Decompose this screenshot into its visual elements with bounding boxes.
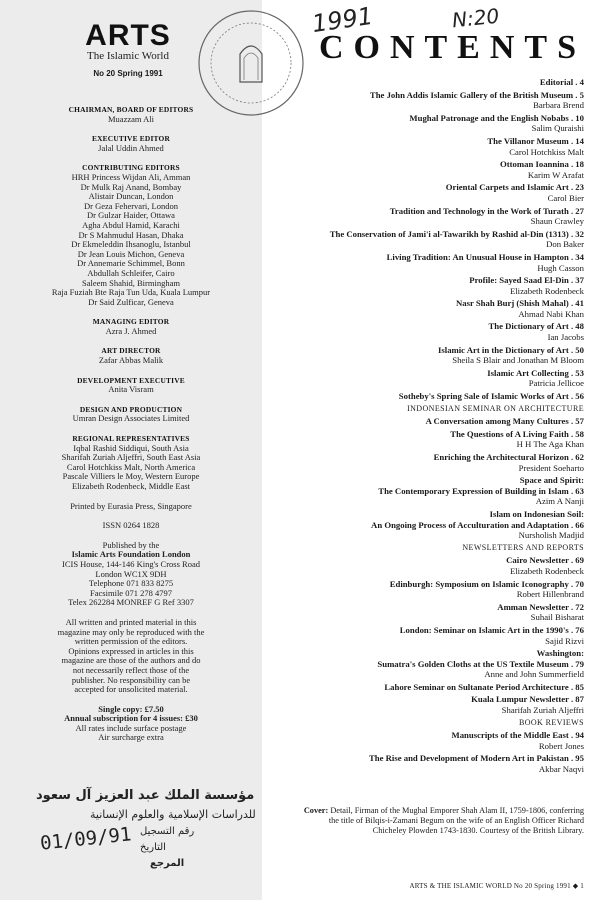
single-copy-price: Single copy: £7.50	[98, 703, 164, 714]
toc-title: Sotheby's Spring Sale of Islamic Works of Art . 56	[398, 391, 584, 402]
handwritten-year: 1991	[310, 1, 375, 39]
stamp-line-3: رقم التسجيل	[140, 826, 195, 837]
cover-line: Chicheley Plowden 1743-1830. Courtesy of the British Library.	[372, 826, 584, 835]
toc-title: Nasr Shah Burj (Shish Mahal) . 41	[455, 298, 584, 309]
stamp-line-5: المرجع	[150, 858, 185, 869]
toc-title: A Conversation among Many Cultures . 57	[425, 416, 584, 427]
notice-line: Opinions expressed in articles in this	[68, 645, 194, 656]
toc-entry	[240, 206, 584, 229]
toc-title: Living Tradition: An Unusual House in Hampton . 34	[386, 251, 584, 262]
notice-line: magazine are those of the authors and do	[61, 655, 201, 666]
credit-name: Azra J. Ahmed	[105, 325, 157, 336]
toc-author: Ian Jacobs	[547, 332, 584, 343]
notice-line: not necessarily reflect those of the	[72, 664, 190, 675]
toc-title: The Questions of A Living Faith . 58	[450, 428, 584, 439]
toc-title: Lahore Seminar on Sultanate Period Architecture . 85	[384, 681, 584, 692]
credit-heading: MANAGING EDITOR	[92, 317, 170, 327]
toc-title: Mughal Patronage and the English Nobabs . 10	[409, 112, 584, 123]
toc-entry	[240, 579, 584, 602]
credit-name: Jalal Uddin Ahmed	[98, 142, 164, 153]
notice-line: All written and printed material in this	[65, 616, 197, 627]
publisher-name: Islamic Arts Foundation London	[71, 549, 191, 560]
toc-title: London: Seminar on Islamic Art in the 1990's . 76	[399, 624, 584, 635]
toc-author: Salim Quraishi	[531, 123, 584, 134]
toc-title: Sumatra's Golden Cloths at the US Textile Museum . 79	[377, 658, 584, 669]
toc-entry	[240, 452, 584, 475]
toc-title: The John Addis Islamic Gallery of the British Museum . 5	[369, 89, 584, 100]
toc-entry	[240, 648, 584, 682]
toc-entry	[240, 625, 584, 648]
toc-author: President Soeharto	[518, 462, 584, 473]
printer-line: Printed by Eurasia Press, Singapore	[70, 500, 192, 511]
toc-entry	[240, 429, 584, 452]
credit-groups	[0, 105, 262, 492]
toc-author: H H The Aga Khan	[516, 439, 584, 450]
toc-entry	[240, 229, 584, 252]
toc-author: Akbar Naqvi	[538, 764, 584, 775]
toc-entry	[240, 391, 584, 404]
credit-name: Iqbal Rashid Siddiqui, South Asia	[73, 442, 189, 453]
cover-line: the title of Bilqis-i-Zamani Begum on the wife of an English Officer Richard	[328, 816, 584, 825]
toc-author: Suhail Bisharat	[530, 612, 584, 623]
toc-entry	[240, 368, 584, 391]
magazine-title: ARTS	[85, 19, 171, 52]
toc-entry	[240, 136, 584, 159]
credit-heading: EXECUTIVE EDITOR	[91, 134, 170, 144]
toc-author: Sharifah Zuriah Aljeffri	[501, 705, 584, 716]
cover-caption	[244, 806, 584, 836]
credit-name: Dr S Mahmudul Hasan, Dhaka	[78, 229, 184, 240]
toc-title: Washington:	[536, 648, 584, 659]
credit-name: Dr Said Zulficar, Geneva	[88, 296, 174, 307]
rates-line: Air surcharge extra	[98, 732, 164, 743]
toc-author: Shaun Crawley	[530, 216, 584, 227]
credit-name: Muazzam Ali	[107, 113, 155, 124]
toc-entry	[240, 113, 584, 136]
toc-author: Anne and John Summerfield	[484, 669, 584, 680]
toc-title: Ottoman Ioannina . 18	[500, 159, 584, 170]
table-of-contents	[240, 77, 584, 777]
cover-description	[329, 806, 584, 835]
toc-title: Islamic Art in the Dictionary of Art . 50	[438, 344, 584, 355]
toc-entry	[240, 90, 584, 113]
toc-entry	[240, 345, 584, 368]
toc-author: Barbara Brend	[533, 100, 584, 111]
toc-title: Islam on Indonesian Soil:	[489, 508, 584, 519]
credits-block	[0, 95, 262, 743]
stamp-line-2: للدراسات الإسلامية والعلوم الإنسانية	[90, 808, 256, 821]
credit-name: Dr Jean Louis Michon, Geneva	[77, 248, 185, 259]
toc-title: Space and Spirit:	[519, 475, 584, 486]
toc-entry	[240, 321, 584, 344]
issue-number: No 20 Spring 1991	[93, 69, 163, 78]
notice-line: publisher. No responsibility can be	[71, 674, 191, 685]
address-line: Telephone 071 833 8275	[88, 578, 174, 589]
issn-line: ISSN 0264 1828	[102, 520, 160, 531]
toc-entry	[240, 753, 584, 776]
stamp-date: 01/09/91	[39, 823, 133, 855]
toc-title: Edinburgh: Symposium on Islamic Iconography . 70	[389, 578, 584, 589]
toc-entry	[240, 555, 584, 578]
notice-line: accepted for unsolicited material.	[74, 684, 188, 695]
toc-title: Profile: Sayed Saad El-Din . 37	[469, 275, 584, 286]
credit-name: HRH Princess Wijdan Ali, Amman	[71, 171, 191, 182]
toc-title: Cairo Newsletter . 69	[506, 555, 584, 566]
toc-title: The Rise and Development of Modern Art in Pakistan . 95	[368, 753, 584, 764]
publisher-address	[0, 560, 262, 608]
address-line: ICIS House, 144-146 King's Cross Road	[61, 558, 200, 569]
toc-entry	[240, 509, 584, 543]
credit-name: Dr Ekmeleddin Ihsanoglu, Istanbul	[71, 239, 191, 250]
toc-gap	[240, 775, 584, 777]
toc-author: Elizabeth Rodenbeck	[509, 565, 584, 576]
rates-note	[0, 724, 262, 743]
toc-title: The Villanor Museum . 14	[487, 135, 584, 146]
credit-heading: DEVELOPMENT EXECUTIVE	[77, 375, 185, 385]
toc-entry	[240, 275, 584, 298]
toc-author: Don Baker	[546, 239, 584, 250]
toc-entry	[240, 475, 584, 509]
address-line: London WC1X 9DH	[95, 568, 167, 579]
credit-name: Agha Abdul Hamid, Karachi	[82, 219, 180, 230]
toc-title: The Dictionary of Art . 48	[488, 321, 584, 332]
credit-heading: CONTRIBUTING EDITORS	[82, 163, 180, 173]
credit-name: Anita Visram	[108, 384, 154, 395]
toc-title: An Ongoing Process of Acculturation and Adaptation . 66	[371, 519, 584, 530]
toc-author: Hugh Casson	[537, 262, 584, 273]
toc-entry	[240, 416, 584, 429]
annual-subscription-price: Annual subscription for 4 issues: £30	[64, 713, 198, 724]
toc-author: Elizabeth Rodenbeck	[509, 285, 584, 296]
toc-title: The Conservation of Jami'i al-Tawarikh by Rashid al-Din (1313) . 32	[329, 228, 584, 239]
credit-heading: REGIONAL REPRESENTATIVES	[72, 434, 190, 444]
credit-name: Sharifah Zuriah Aljeffri, South East Asia	[61, 452, 201, 463]
toc-entry	[240, 602, 584, 625]
credit-name: Elizabeth Rodenbeck, Middle East	[71, 481, 191, 491]
toc-author: Sheila S Blair and Jonathan M Bloom	[452, 355, 584, 366]
toc-author: Sajid Rizvi	[545, 635, 584, 646]
toc-entry	[240, 182, 584, 205]
library-stamp	[30, 786, 256, 870]
address-line: Telex 262284 MONREF G Ref 3307	[68, 597, 194, 608]
stamp-line-1: مؤسسة الملك عبد العزيز آل سعود	[36, 788, 255, 803]
credit-name: Dr Mulk Raj Anand, Bombay	[80, 181, 182, 192]
toc-section-heading: BOOK REVIEWS	[518, 717, 584, 727]
magazine-subtitle: The Islamic World	[86, 50, 169, 62]
toc-entry	[240, 694, 584, 717]
toc-author: Robert Hillenbrand	[516, 589, 584, 600]
credit-name: Carol Hotchkiss Malt, North America	[66, 461, 196, 472]
toc-author: Ahmad Nabi Khan	[518, 308, 584, 319]
credit-name: Raja Fuziah Bte Raja Tun Uda, Kuala Lumpur	[51, 287, 211, 298]
credit-name: Zafar Abbas Malik	[98, 355, 164, 366]
toc-title: Enriching the Architectural Horizon . 62	[433, 452, 584, 462]
credit-name: Dr Gulzar Haider, Ottawa	[87, 210, 175, 221]
toc-entry	[240, 718, 584, 731]
toc-entry	[240, 298, 584, 321]
notice-line: written permission of the editors.	[74, 636, 188, 647]
toc-author: Azim A Nanji	[535, 496, 584, 507]
credit-name: Umran Design Associates Limited	[72, 413, 190, 424]
toc-title: Amman Newsletter . 72	[497, 601, 584, 612]
credit-heading: ART DIRECTOR	[101, 346, 161, 356]
handwritten-number: N:20	[450, 3, 501, 33]
credit-name: Dr Annemarie Schimmel, Bonn	[77, 258, 185, 269]
copyright-notice	[0, 618, 262, 695]
toc-title: Tradition and Technology in the Work of Turath . 27	[389, 205, 584, 216]
credit-name: Abdullah Schleifer, Cairo	[87, 267, 175, 278]
address-line: Facsimile 071 278 4797	[90, 587, 172, 598]
toc-entry	[240, 77, 584, 90]
credit-name: Saleem Shahid, Birmingham	[82, 277, 180, 288]
toc-title: The Contemporary Expression of Building in Islam . 63	[378, 485, 584, 496]
credit-name: Pascale Villiers le Moy, Western Europe	[62, 471, 200, 482]
toc-title: Kuala Lumpur Newsletter . 87	[471, 694, 584, 705]
publisher-intro: Published by the	[102, 539, 160, 550]
page-footer: ARTS & THE ISLAMIC WORLD No 20 Spring 1991 ◆ 1	[409, 882, 584, 890]
toc-author: Robert Jones	[538, 740, 584, 751]
toc-section-heading: INDONESIAN SEMINAR ON ARCHITECTURE	[407, 403, 584, 413]
toc-author: Carol Hotchkiss Malt	[509, 146, 584, 157]
toc-section-heading: NEWSLETTERS AND REPORTS	[462, 542, 584, 552]
toc-entry	[240, 404, 584, 417]
toc-entry	[240, 730, 584, 753]
credit-heading: DESIGN AND PRODUCTION	[79, 404, 183, 414]
toc-title: Islamic Art Collecting . 53	[487, 367, 584, 378]
toc-author: Nursholish Madjid	[518, 530, 584, 541]
credit-name: Alistair Duncan, London	[88, 191, 174, 202]
stamp-line-4: التاريخ	[140, 842, 166, 853]
contents-heading: CONTENTS	[318, 29, 586, 66]
notice-line: magazine may only be reproduced with the	[57, 626, 205, 637]
cover-line: Detail, Firman of the Mughal Emporer Shah Alam II, 1759-1806, conferring	[330, 806, 584, 815]
toc-entry	[240, 159, 584, 182]
cover-label: Cover:	[303, 806, 329, 815]
toc-entry	[240, 543, 584, 556]
toc-title: Manuscripts of the Middle East . 94	[451, 730, 584, 741]
credit-name: Dr Geza Fehervari, London	[84, 200, 178, 211]
rates-line: All rates include surface postage	[75, 722, 187, 733]
credit-heading: CHAIRMAN, BOARD OF EDITORS	[68, 105, 194, 114]
toc-entry	[240, 682, 584, 695]
toc-author: Patricia Jellicoe	[528, 378, 584, 389]
toc-author: Carol Bier	[547, 192, 584, 203]
toc-author: Karim W Arafat	[527, 169, 584, 180]
toc-entry	[240, 252, 584, 275]
toc-title: Oriental Carpets and Islamic Art . 23	[445, 182, 584, 193]
toc-title: Editorial . 4	[539, 77, 584, 87]
